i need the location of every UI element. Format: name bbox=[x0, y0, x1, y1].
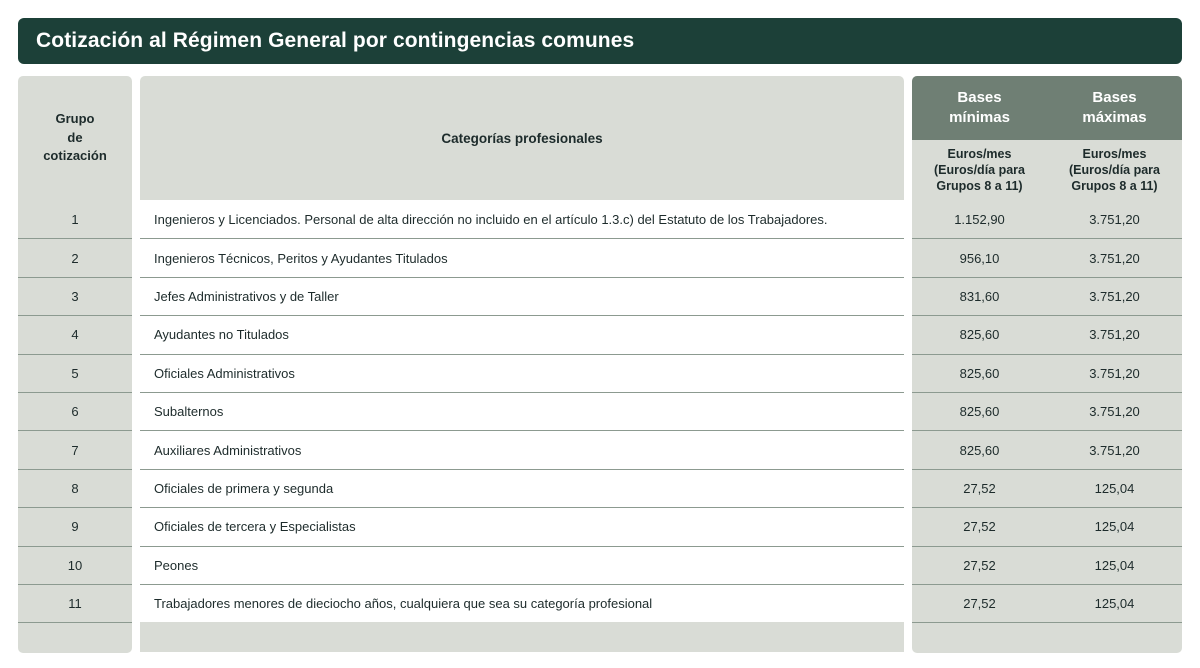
contribution-table bbox=[18, 76, 1182, 653]
cell-base-minima: 1.152,90 bbox=[954, 211, 1005, 227]
cell-base-maxima: 3.751,20 bbox=[1089, 327, 1140, 343]
cell-grupo: 6 bbox=[71, 404, 79, 420]
table-row bbox=[18, 546, 132, 584]
bases-column-footer bbox=[912, 622, 1182, 653]
cell-grupo: 8 bbox=[71, 480, 79, 496]
cell-categoria: Ingenieros Técnicos, Peritos y Ayudantes Titulados bbox=[154, 250, 448, 266]
cell-base-maxima: 3.751,20 bbox=[1089, 211, 1140, 227]
table-row bbox=[18, 354, 132, 392]
units-min-line1: Euros/mes bbox=[947, 146, 1012, 161]
cell-base-maxima: 125,04 bbox=[1094, 557, 1135, 573]
column-categorias-profesionales bbox=[140, 76, 904, 652]
units-max-line1: Euros/mes bbox=[1082, 146, 1147, 161]
table-row bbox=[18, 200, 132, 238]
table-row bbox=[140, 238, 904, 276]
table-row bbox=[912, 469, 1182, 507]
cell-grupo: 9 bbox=[71, 519, 79, 535]
header-bases-minimas-line2: mínimas bbox=[949, 109, 1010, 126]
table-row bbox=[912, 546, 1182, 584]
cell-categoria: Oficiales de tercera y Especialistas bbox=[154, 519, 356, 535]
cell-grupo: 11 bbox=[68, 596, 82, 612]
table-row bbox=[18, 238, 132, 276]
cell-categoria: Trabajadores menores de dieciocho años, cualquiera que sea su categoría profesional bbox=[154, 596, 653, 612]
table-row bbox=[18, 507, 132, 545]
table-row bbox=[140, 507, 904, 545]
table-row bbox=[140, 392, 904, 430]
header-grupo-line2: de bbox=[67, 129, 83, 145]
units-min-line2: (Euros/día para bbox=[934, 162, 1025, 177]
cell-categoria: Oficiales de primera y segunda bbox=[154, 480, 334, 496]
cell-categoria: Auxiliares Administrativos bbox=[154, 442, 302, 458]
cell-base-maxima: 3.751,20 bbox=[1089, 442, 1140, 458]
header-bases-minimas-units bbox=[912, 140, 1047, 200]
cell-base-maxima: 125,04 bbox=[1094, 480, 1135, 496]
cell-base-maxima: 125,04 bbox=[1094, 519, 1135, 535]
table-row bbox=[18, 315, 132, 353]
cell-base-maxima: 3.751,20 bbox=[1089, 404, 1140, 420]
table-row bbox=[18, 430, 132, 468]
cell-grupo: 1 bbox=[71, 211, 79, 227]
cell-grupo: 7 bbox=[71, 442, 79, 458]
cell-base-minima: 27,52 bbox=[963, 519, 996, 535]
page-title: Cotización al Régimen General por contingencias comunes bbox=[36, 29, 635, 52]
cell-grupo: 4 bbox=[71, 327, 79, 343]
bases-cells bbox=[912, 200, 1182, 622]
table-row bbox=[912, 430, 1182, 468]
header-grupo-line3: cotización bbox=[43, 148, 107, 164]
column-bases bbox=[912, 76, 1182, 653]
table-row bbox=[18, 584, 132, 622]
table-row bbox=[18, 469, 132, 507]
cell-base-minima: 27,52 bbox=[963, 480, 996, 496]
cell-base-minima: 825,60 bbox=[959, 442, 1000, 458]
units-min-line3: Grupos 8 a 11) bbox=[936, 179, 1023, 194]
table-row bbox=[140, 315, 904, 353]
cell-grupo: 3 bbox=[71, 288, 79, 304]
cell-categoria: Ayudantes no Titulados bbox=[154, 327, 289, 343]
table-row bbox=[140, 200, 904, 238]
cell-base-maxima: 3.751,20 bbox=[1089, 365, 1140, 381]
cell-categoria: Peones bbox=[154, 557, 199, 573]
header-bases-minimas-line1: Bases bbox=[957, 88, 1002, 106]
header-bases-maximas-line2: máximas bbox=[1082, 109, 1147, 126]
table-row bbox=[912, 507, 1182, 545]
cell-grupo: 5 bbox=[71, 365, 79, 381]
table-row bbox=[912, 392, 1182, 430]
header-grupo-line1: Grupo bbox=[55, 111, 95, 127]
cell-base-minima: 825,60 bbox=[959, 365, 1000, 381]
table-row bbox=[140, 277, 904, 315]
cell-base-minima: 956,10 bbox=[959, 250, 1000, 266]
cell-base-minima: 825,60 bbox=[959, 327, 1000, 343]
categoria-column-footer bbox=[140, 622, 904, 652]
grupo-cells bbox=[18, 200, 132, 622]
document-title-bar bbox=[18, 18, 1182, 64]
table-row bbox=[18, 392, 132, 430]
table-row bbox=[140, 546, 904, 584]
cell-categoria: Subalternos bbox=[154, 404, 224, 420]
table-row bbox=[912, 200, 1182, 238]
cell-grupo: 10 bbox=[67, 557, 83, 573]
table-row bbox=[912, 584, 1182, 622]
table-row bbox=[912, 277, 1182, 315]
cell-base-maxima: 3.751,20 bbox=[1089, 250, 1140, 266]
cell-grupo: 2 bbox=[71, 250, 79, 266]
table-row bbox=[140, 430, 904, 468]
cell-categoria: Oficiales Administrativos bbox=[154, 365, 295, 381]
table-row bbox=[140, 354, 904, 392]
header-bases-maximas-units bbox=[1047, 140, 1182, 200]
cell-base-maxima: 3.751,20 bbox=[1089, 288, 1140, 304]
cell-base-minima: 27,52 bbox=[963, 557, 996, 573]
categoria-cells bbox=[140, 200, 904, 622]
grupo-column-footer bbox=[18, 622, 132, 653]
table-row bbox=[140, 469, 904, 507]
cell-base-minima: 831,60 bbox=[959, 288, 1000, 304]
cell-categoria: Jefes Administrativos y de Taller bbox=[154, 288, 339, 304]
table-row bbox=[912, 315, 1182, 353]
table-row bbox=[912, 238, 1182, 276]
cell-categoria: Ingenieros y Licenciados. Personal de alta dirección no incluido en el artículo 1.3.c) del Estatuto de los Trabajadores. bbox=[154, 211, 828, 227]
header-bases-minimas bbox=[912, 76, 1047, 140]
header-bases-units bbox=[912, 140, 1182, 200]
table-row bbox=[912, 354, 1182, 392]
header-bases bbox=[912, 76, 1182, 140]
header-bases-maximas bbox=[1047, 76, 1182, 140]
cell-base-minima: 27,52 bbox=[963, 596, 996, 612]
column-grupo-cotizacion bbox=[18, 76, 132, 653]
header-categorias-label: Categorías profesionales bbox=[441, 130, 603, 146]
units-max-line3: Grupos 8 a 11) bbox=[1071, 179, 1158, 194]
header-categorias-profesionales bbox=[140, 76, 904, 200]
table-row bbox=[140, 584, 904, 622]
header-bases-maximas-line1: Bases bbox=[1092, 88, 1137, 106]
cell-base-minima: 825,60 bbox=[959, 404, 1000, 420]
units-max-line2: (Euros/día para bbox=[1069, 162, 1160, 177]
header-grupo-cotizacion bbox=[18, 76, 132, 200]
cell-base-maxima: 125,04 bbox=[1094, 596, 1135, 612]
table-row bbox=[18, 277, 132, 315]
